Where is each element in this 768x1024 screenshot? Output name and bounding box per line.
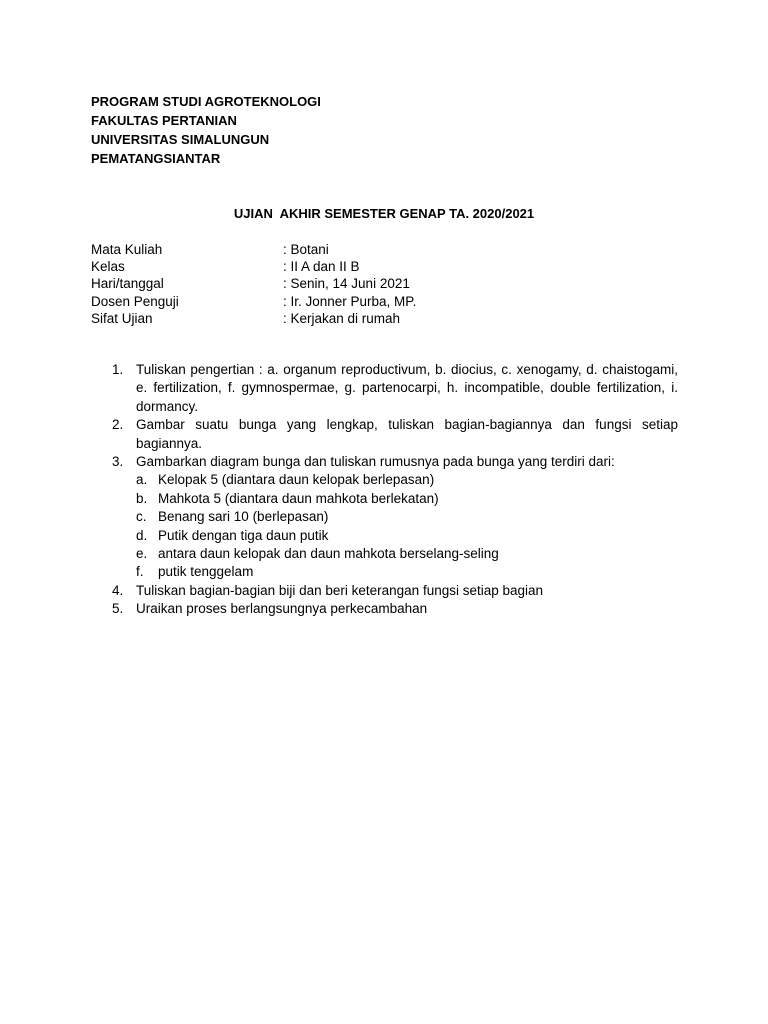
info-row-examiner	[91, 293, 416, 310]
info-value: : Senin, 14 Juni 2021	[283, 276, 410, 292]
info-label: Sifat Ujian	[91, 310, 153, 326]
header-university: UNIVERSITAS SIMALUNGUN	[91, 132, 270, 147]
sub-question-text: Putik dengan tiga daun putik	[158, 527, 329, 543]
question-list	[112, 361, 678, 619]
sub-question-item	[136, 471, 678, 489]
question-number: 3.	[112, 454, 124, 470]
sub-question-text: putik tenggelam	[158, 564, 254, 580]
sub-question-item	[136, 527, 678, 545]
sub-question-text: Mahkota 5 (diantara daun mahkota berlekatan)	[158, 490, 439, 506]
info-label: Dosen Penguji	[91, 293, 179, 309]
sub-question-item	[136, 545, 678, 563]
sub-question-letter: d.	[136, 527, 148, 543]
question-item	[112, 582, 678, 600]
info-row-class	[91, 258, 416, 275]
info-row-date	[91, 275, 416, 292]
info-row-course	[91, 241, 416, 258]
sub-question-text: antara daun kelopak dan daun mahkota berselang-seling	[158, 546, 499, 562]
question-item	[112, 416, 678, 453]
question-text: Tuliskan bagian-bagian biji dan beri keterangan fungsi setiap bagian	[136, 582, 544, 598]
info-row-exam-type	[91, 310, 416, 327]
sub-question-list	[136, 471, 678, 581]
info-value: : Botani	[283, 242, 329, 257]
question-number: 4.	[112, 582, 124, 598]
info-value: : II A dan II B	[283, 259, 360, 275]
institution-header	[91, 92, 321, 168]
question-item	[112, 453, 678, 582]
question-number: 1.	[112, 362, 124, 377]
sub-question-text: Benang sari 10 (berlepasan)	[158, 509, 329, 525]
question-text: Tuliskan pengertian : a. organum reproductivum, b. diocius, c. xenogamy, d. chaistogami, e. fertilization, f. gymnospermae, g. partenocarpi, h. incompatible, double fertilization, i. dormancy.	[136, 362, 678, 414]
header-city: PEMATANGSIANTAR	[91, 151, 221, 166]
question-number: 2.	[112, 417, 124, 433]
info-value: : Ir. Jonner Purba, MP.	[283, 293, 417, 309]
sub-question-item	[136, 508, 678, 526]
question-body	[136, 453, 678, 582]
sub-question-letter: f.	[136, 564, 144, 580]
info-label: Kelas	[91, 259, 125, 275]
question-text: Gambar suatu bunga yang lengkap, tuliskan bagian-bagiannya dan fungsi setiap bagiannya.	[136, 417, 678, 451]
info-label: Mata Kuliah	[91, 242, 163, 257]
question-text: Gambarkan diagram bunga dan tuliskan rumusnya pada bunga yang terdiri dari:	[136, 454, 615, 470]
question-item	[112, 600, 678, 618]
info-label: Hari/tanggal	[91, 276, 164, 292]
header-faculty: FAKULTAS PERTANIAN	[91, 113, 237, 128]
header-program: PROGRAM STUDI AGROTEKNOLOGI	[91, 94, 321, 109]
question-item	[112, 361, 678, 416]
question-text: Uraikan proses berlangsungnya perkecambahan	[136, 601, 428, 617]
sub-question-letter: b.	[136, 490, 148, 506]
exam-info-table	[91, 241, 416, 327]
sub-question-letter: c.	[136, 509, 147, 525]
sub-question-item	[136, 490, 678, 508]
question-number: 5.	[112, 601, 124, 617]
sub-question-letter: e.	[136, 546, 148, 562]
exam-title: UJIAN AKHIR SEMESTER GENAP TA. 2020/2021	[233, 206, 535, 221]
sub-question-text: Kelopak 5 (diantara daun kelopak berlepasan)	[158, 472, 435, 488]
sub-question-letter: a.	[136, 472, 148, 488]
sub-question-item	[136, 563, 678, 581]
info-value: : Kerjakan di rumah	[283, 310, 401, 326]
